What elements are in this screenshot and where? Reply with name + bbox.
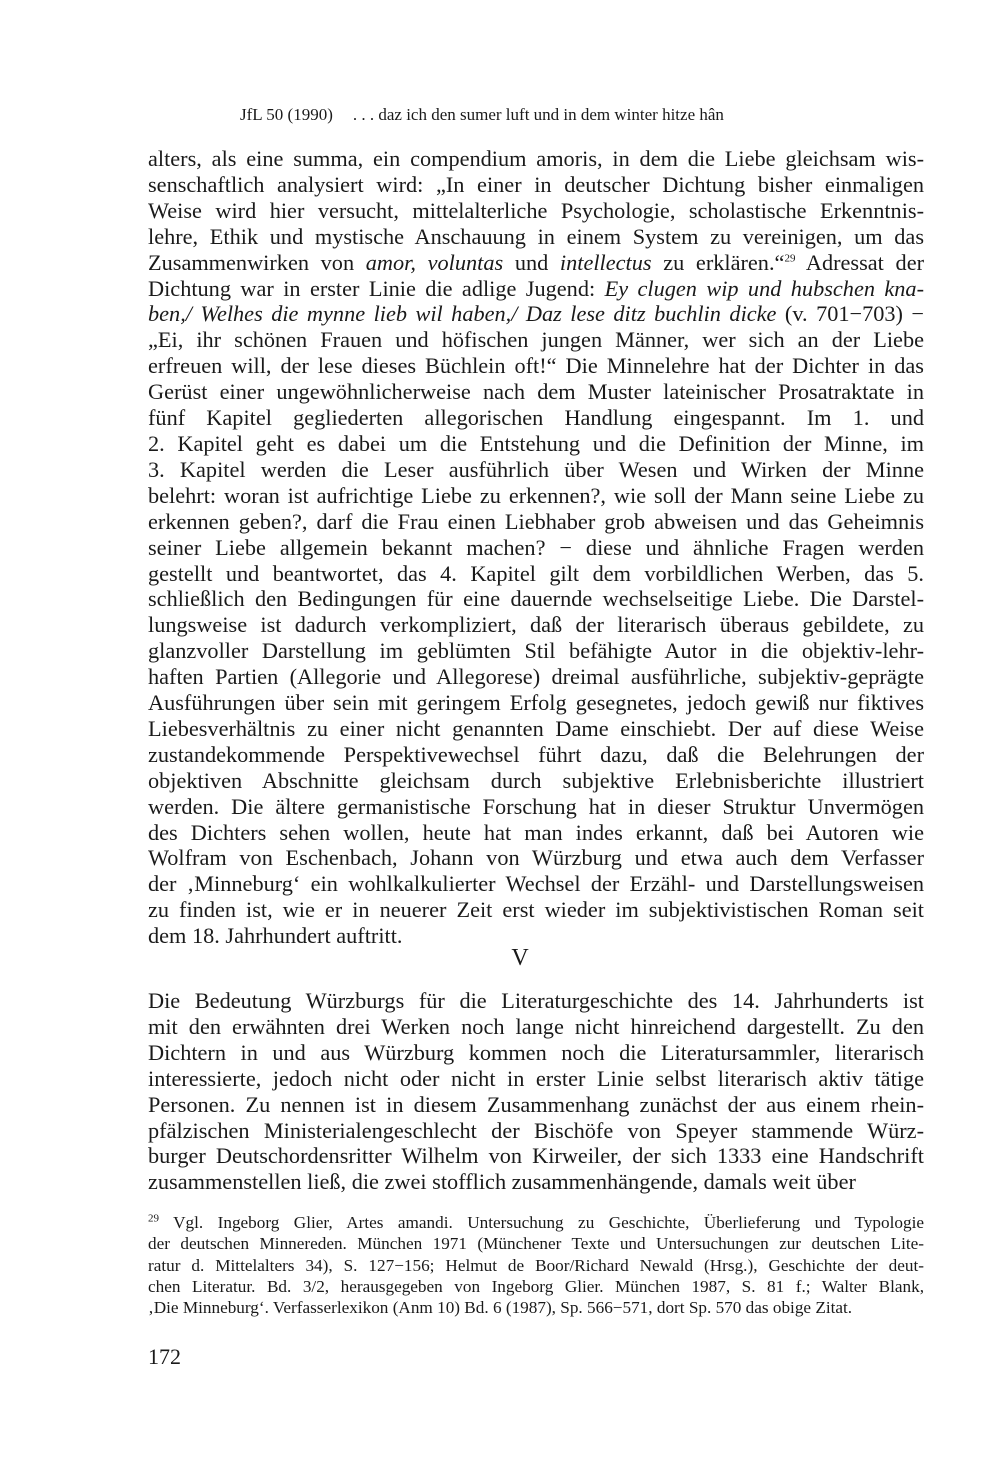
text-line: Weise wird hier versucht, mittelalterliche Psychologie, scholastische Erkenntnis-: [148, 197, 924, 223]
text-line: lehre, Ethik und mystische Anschauung in einem System zu vereinigen, um das: [148, 223, 924, 249]
text-line: interessierte, jedoch nicht oder nicht in erster Linie selbst literarisch aktiv tätige: [148, 1065, 924, 1091]
text-line: des Dichters sehen wollen, heute hat man indes erkannt, daß bei Autoren wie: [148, 819, 924, 845]
footnote-line: ‚Die Minneburg‘. Verfasserlexikon (Anm 10) Bd. 6 (1987), Sp. 566−571, dort Sp. 570 das obige Zitat.: [148, 1298, 853, 1318]
text-line: erkennen geben?, darf die Frau einen Liebhaber grob abweisen und das Geheimnis: [148, 508, 924, 534]
text-line: Zusammenwirken von amor, voluntas und intellectus zu erklären.“$^{29}$ Adressat der: [148, 249, 925, 275]
text-line: zusammenstellen ließ, die zwei stofflich zusammenhängende, damals weit über: [148, 1169, 856, 1195]
body-paragraph-2: [148, 988, 924, 1195]
text-line: 2. Kapitel geht es dabei um die Entstehung und die Definition der Minne, im: [148, 430, 924, 456]
footnote-line: der deutschen Minnereden. München 1971 (Münchener Texte und Untersuchungen zur deutschen Lite-: [148, 1234, 924, 1254]
text-line: 3. Kapitel werden die Leser ausführlich über Wesen und Wirken der Minne: [148, 456, 924, 482]
text-line: werden. Die ältere germanistische Forschung hat in dieser Struktur Unvermögen: [148, 793, 924, 819]
journal-reference: JfL 50 (1990): [240, 105, 333, 124]
text-line: zustandekommende Perspektivewechsel führt dazu, daß die Belehrungen der: [148, 741, 924, 767]
text-line: mit den erwähnten drei Werken noch lange nicht hinreichend dargestellt. Zu den: [148, 1013, 924, 1039]
footnote-line: ratur d. Mittelalters 34), S. 127−156; Helmut de Boor/Richard Newald (Hrsg.), Geschichte der deut-: [148, 1255, 924, 1275]
footnote-line: chen Literatur. Bd. 3/2, herausgegeben von Ingeborg Glier. München 1987, S. 81 f.; Walter Blank,: [148, 1276, 924, 1296]
text-line: Dichtung war in erster Linie die adlige Jugend: Ey clugen wip und hubschen kna-: [148, 275, 924, 301]
text-line: alters, als eine summa, ein compendium amoris, in dem die Liebe gleichsam wis-: [148, 146, 924, 171]
text-line: Dichtern in und aus Würzburg kommen noch die Literatursammler, literarisch: [148, 1039, 924, 1065]
text-line: lungsweise ist dadurch verkompliziert, daß der literarisch überaus gebildete, zu: [148, 612, 924, 638]
text-line: pfälzischen Ministerialengeschlecht der Bischöfe von Speyer stammende Würz-: [148, 1117, 924, 1143]
text-line: zu finden ist, wie er in neuerer Zeit erst wieder im subjektivistischen Roman seit: [148, 897, 924, 923]
text-line: Liebesverhältnis zu einer nicht genannten Dame einschiebt. Der auf diese Weise: [148, 715, 924, 741]
text-line: dem 18. Jahrhundert auftritt.: [148, 923, 403, 949]
text-line: seiner Liebe allgemein bekannt machen? − diese und ähnliche Fragen werden: [148, 534, 924, 560]
text-line: objektiven Abschnitte gleichsam durch subjektive Erlebnisberichte illustriert: [148, 767, 924, 793]
text-line: ben,/ Welhes die mynne lieb wil haben,/ Daz lese ditz buchlin dicke (v. 701−703) −: [148, 301, 924, 327]
text-line: senschaftlich analysiert wird: „In einer in deutscher Dichtung bisher einmaligen: [148, 171, 924, 197]
running-title: . . . daz ich den sumer luft und in dem winter hitze hân: [352, 105, 724, 124]
text-line: gestellt und beantwortet, das 4. Kapitel gilt dem vorbildlichen Werben, das 5.: [148, 560, 924, 586]
text-line: „Ei, ihr schönen Frauen und höfischen jungen Männer, wer sich an der Liebe: [148, 327, 924, 353]
section-heading: V: [511, 945, 529, 971]
text-line: burger Deutschordensritter Wilhelm von Kirweiler, der sich 1333 eine Handschrift: [148, 1143, 924, 1169]
running-header: [240, 105, 840, 125]
text-line: erfreuen will, der lese dieses Büchlein oft!“ Die Minnelehre hat der Dichter in das: [148, 353, 924, 379]
text-line: Die Bedeutung Würzburgs für die Literaturgeschichte des 14. Jahrhunderts ist: [148, 988, 924, 1013]
text-line: der ‚Minneburg‘ ein wohlkalkulierter Wechsel der Erzähl- und Darstellungsweisen: [148, 871, 924, 897]
text-line: glanzvoller Darstellung im geblümten Stil befähigte Autor in die objektiv-lehr-: [148, 638, 924, 664]
footnote: [148, 1212, 924, 1318]
footnote-line: $^{29}$ Vgl. Ingeborg Glier, Artes amandi. Untersuchung zu Geschichte, Überlieferung und Typologie: [148, 1212, 924, 1232]
text-line: Gerüst einer ungewöhnlicherweise nach dem Muster lateinischer Prosatraktate in: [148, 379, 924, 405]
text-line: belehrt: woran ist aufrichtige Liebe zu erkennen?, wie soll der Mann seine Liebe zu: [148, 482, 924, 508]
text-line: schließlich den Bedingungen für eine dauernde wechselseitige Liebe. Die Darstel-: [148, 586, 924, 612]
page-number: 172: [148, 1344, 181, 1369]
text-line: fünf Kapitel gegliederten allegorischen Handlung eingespannt. Im 1. und: [148, 405, 924, 431]
text-line: haften Partien (Allegorie und Allegorese) dreimal ausführliche, subjektiv-geprägte: [148, 664, 924, 690]
body-paragraph-1: [148, 146, 924, 949]
text-line: Wolfram von Eschenbach, Johann von Würzburg und etwa auch dem Verfasser: [148, 845, 924, 871]
text-line: Ausführungen über sein mit geringem Erfolg gesegnetes, jedoch gewiß nur fiktives: [148, 690, 924, 716]
text-line: Personen. Zu nennen ist in diesem Zusammenhang zunächst der aus einem rhein-: [148, 1091, 924, 1117]
